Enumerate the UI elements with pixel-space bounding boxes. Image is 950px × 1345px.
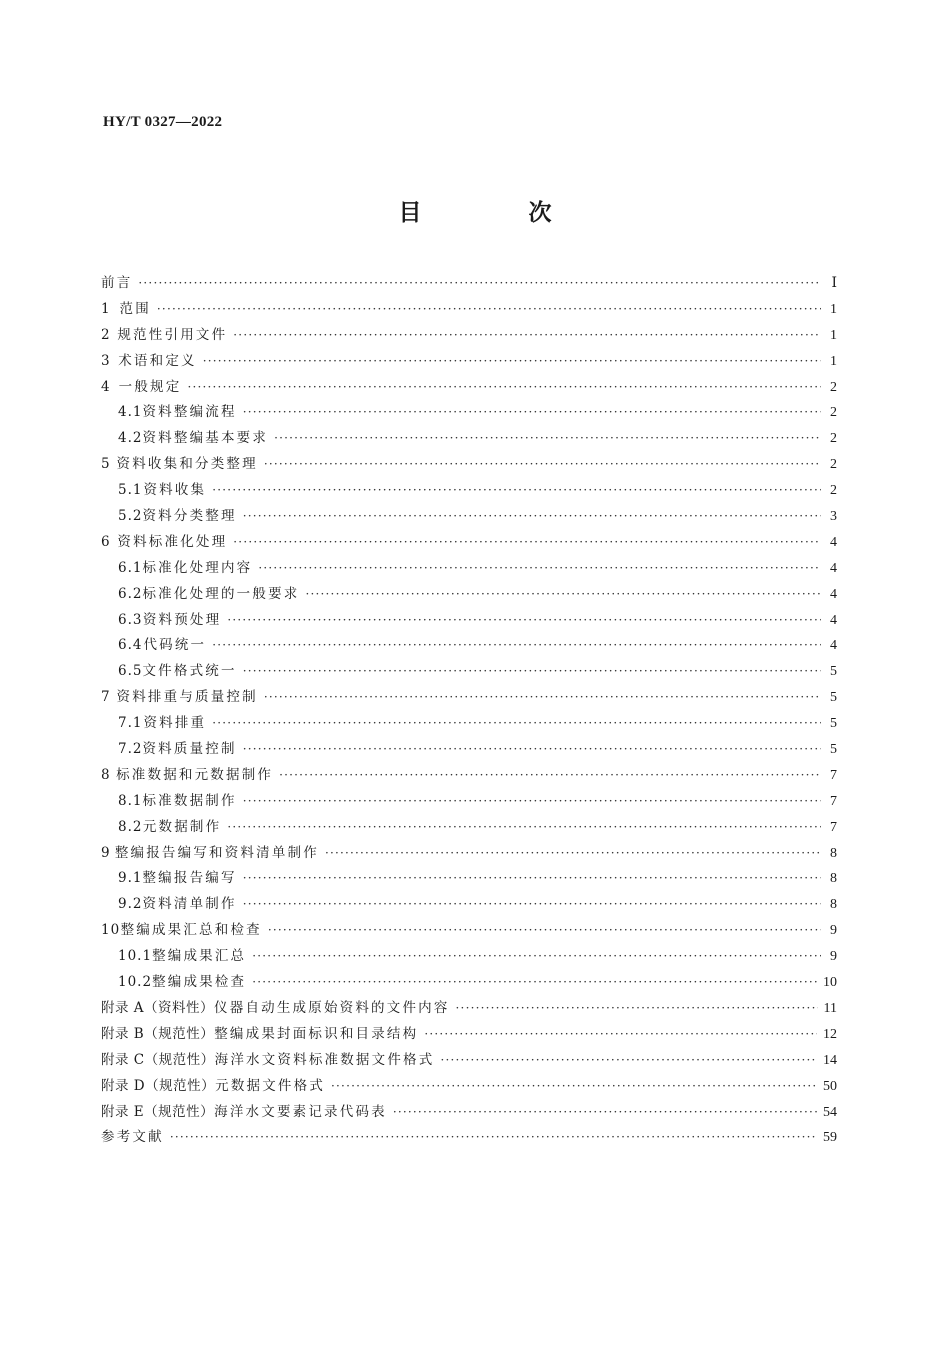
toc-entry-number: 附录 D（规范性） — [101, 1077, 216, 1094]
toc-entry-number: 附录 B（规范性） — [101, 1025, 215, 1042]
toc-entry-number: 附录 E（规范性） — [101, 1103, 215, 1120]
toc-dot-leader — [243, 737, 821, 763]
toc-entry-title: 规范性引用文件 — [117, 326, 228, 343]
toc-entry-page: 2 — [830, 431, 837, 447]
toc-entry[interactable] — [101, 478, 837, 504]
toc-entry-title: 范围 — [119, 300, 151, 317]
toc-entry[interactable] — [101, 297, 837, 323]
toc-entry-page: 4 — [830, 534, 837, 550]
toc-entry-title: 文件格式统一 — [142, 663, 237, 680]
toc-entry[interactable] — [101, 271, 837, 297]
toc-entry-page: 9 — [830, 923, 837, 939]
toc-dot-leader — [325, 841, 821, 867]
toc-entry-title: 仪器自动生成原始资料的文件内容 — [214, 999, 450, 1016]
toc-entry[interactable] — [101, 1074, 837, 1100]
toc-entry-number: 10.2 — [118, 974, 153, 991]
toc-entry-page: 5 — [830, 716, 837, 732]
toc-entry-page: 7 — [830, 819, 837, 835]
toc-entry-title: 资料质量控制 — [142, 741, 237, 758]
toc-entry-title: 标准数据制作 — [142, 792, 237, 809]
toc-entry-title: 资料清单制作 — [142, 896, 237, 913]
toc-dot-leader — [243, 866, 821, 892]
toc-entry[interactable] — [101, 918, 837, 944]
toc-entry-title: 资料标准化处理 — [117, 533, 228, 550]
toc-entry-number: 6.3 — [118, 611, 143, 628]
toc-entry-title: 整编成果汇总和检查 — [120, 922, 262, 939]
toc-entry-page: 54 — [823, 1104, 837, 1120]
toc-entry-number: 6 — [101, 533, 111, 550]
toc-entry-page: 12 — [823, 1026, 837, 1042]
toc-dot-leader — [243, 400, 821, 426]
toc-entry[interactable] — [101, 633, 837, 659]
toc-entry[interactable] — [101, 866, 837, 892]
toc-dot-leader — [252, 944, 821, 970]
toc-entry-page: 11 — [823, 1000, 837, 1016]
toc-entry-page: 59 — [823, 1130, 837, 1146]
toc-entry-page: 2 — [830, 405, 837, 421]
toc-entry-title: 标准化处理的一般要求 — [142, 585, 300, 602]
toc-entry-title: 资料排重与质量控制 — [116, 689, 258, 706]
toc-entry[interactable] — [101, 530, 837, 556]
toc-entry-page: 1 — [830, 301, 837, 317]
toc-entry-number: 6.1 — [118, 559, 143, 576]
toc-entry-title: 资料整编基本要求 — [142, 430, 269, 447]
toc-dot-leader — [243, 789, 821, 815]
toc-entry-number: 2 — [101, 326, 111, 343]
toc-entry[interactable] — [101, 789, 837, 815]
toc-entry-title: 海洋水文要素记录代码表 — [214, 1103, 387, 1120]
toc-entry-number: 9.2 — [118, 896, 143, 913]
page-title: 目 次 — [398, 200, 594, 226]
toc-entry-number: 9 — [101, 844, 111, 861]
toc-entry[interactable] — [101, 504, 837, 530]
toc-entry-title: 代码统一 — [143, 637, 207, 654]
toc-dot-leader — [227, 815, 821, 841]
toc-entry[interactable] — [101, 815, 837, 841]
toc-dot-leader — [264, 452, 821, 478]
toc-entry-title: 术语和定义 — [118, 352, 197, 369]
toc-entry[interactable] — [101, 970, 837, 996]
toc-entry-page: Ⅰ — [831, 276, 837, 291]
toc-dot-leader — [243, 892, 821, 918]
toc-entry[interactable] — [101, 1100, 837, 1126]
toc-entry-page: 2 — [830, 457, 837, 473]
toc-entry-title: 标准数据和元数据制作 — [116, 766, 274, 783]
toc-entry-page: 3 — [830, 509, 837, 525]
toc-dot-leader — [243, 504, 821, 530]
toc-entry-page: 1 — [830, 327, 837, 343]
toc-entry-page: 14 — [823, 1052, 837, 1068]
toc-entry-title: 整编成果汇总 — [152, 948, 247, 965]
toc-entry-number: 6.2 — [118, 585, 143, 602]
toc-entry-number: 附录 C（规范性） — [101, 1051, 215, 1068]
toc-entry-number: 4.1 — [118, 404, 143, 421]
toc-entry[interactable] — [101, 763, 837, 789]
toc-entry-number: 6.4 — [118, 637, 143, 654]
toc-entry[interactable] — [101, 556, 837, 582]
toc-entry[interactable] — [101, 737, 837, 763]
toc-entry-title: 整编成果检查 — [152, 974, 247, 991]
toc-entry-title: 资料收集 — [143, 482, 207, 499]
toc-entry-number: 5.1 — [118, 482, 143, 499]
toc-entry-number: 8.2 — [118, 818, 143, 835]
toc-entry[interactable] — [101, 1048, 837, 1074]
toc-entry[interactable] — [101, 452, 837, 478]
toc-entry-page: 4 — [830, 612, 837, 628]
standard-code: HY/T 0327—2022 — [103, 114, 223, 130]
toc-entry-number: 6.5 — [118, 663, 143, 680]
toc-entry[interactable] — [101, 349, 837, 375]
toc-dot-leader — [212, 633, 821, 659]
toc-dot-leader — [424, 1022, 817, 1048]
toc-entry-number: 8 — [101, 766, 111, 783]
toc-dot-leader — [268, 918, 821, 944]
toc-entry-number: 5.2 — [118, 508, 143, 525]
toc-entry-page: 2 — [830, 483, 837, 499]
toc-entry[interactable] — [101, 582, 837, 608]
toc-entry-title: 元数据文件格式 — [215, 1077, 326, 1094]
toc-entry-page: 8 — [830, 897, 837, 913]
toc-entry-page: 7 — [830, 767, 837, 783]
toc-entry-number: 3 — [101, 352, 111, 369]
toc-entry-title: 资料收集和分类整理 — [116, 456, 258, 473]
toc-entry-number: 5 — [101, 456, 111, 473]
toc-entry-title: 参考文献 — [101, 1129, 164, 1146]
toc-entry-page: 5 — [830, 664, 837, 680]
toc-entry-number: 1 — [101, 300, 111, 317]
toc-entry-page: 4 — [830, 638, 837, 654]
toc-entry-page: 9 — [830, 949, 837, 965]
toc-entry-number: 10 — [101, 922, 121, 939]
toc-entry-page: 8 — [830, 871, 837, 887]
toc-entry-page: 1 — [830, 353, 837, 369]
toc-entry-title: 元数据制作 — [142, 818, 222, 835]
toc-dot-leader — [233, 530, 821, 556]
toc-entry-title: 资料整编流程 — [142, 404, 237, 421]
toc-dot-leader — [227, 608, 821, 634]
toc-dot-leader — [252, 970, 817, 996]
toc-entry-page: 5 — [830, 742, 837, 758]
toc-entry-number: 4 — [101, 378, 111, 395]
toc-entry[interactable] — [101, 996, 837, 1022]
toc-entry-page: 50 — [823, 1078, 837, 1094]
toc-entry[interactable] — [101, 1022, 837, 1048]
toc-dot-leader — [274, 426, 821, 452]
toc-entry-title: 整编成果封面标识和目录结构 — [214, 1025, 419, 1042]
toc-dot-leader — [440, 1048, 817, 1074]
toc-entry[interactable] — [101, 608, 837, 634]
toc-entry[interactable] — [101, 323, 837, 349]
toc-entry[interactable] — [101, 400, 837, 426]
toc-entry[interactable] — [101, 375, 837, 401]
toc-dot-leader — [138, 271, 821, 297]
toc-entry-page: 8 — [830, 845, 837, 861]
toc-entry[interactable] — [101, 659, 837, 685]
toc-dot-leader — [305, 582, 821, 608]
toc-entry-title: 前言 — [101, 275, 133, 291]
toc-entry[interactable] — [101, 685, 837, 711]
toc-dot-leader — [243, 659, 821, 685]
toc-entry-page: 7 — [830, 793, 837, 809]
toc-dot-leader — [233, 323, 821, 349]
toc-dot-leader — [212, 478, 821, 504]
toc-entry-page: 4 — [830, 560, 837, 576]
toc-dot-leader — [187, 375, 821, 401]
toc-entry-number: 4.2 — [118, 430, 143, 447]
table-of-contents — [101, 271, 837, 1151]
toc-dot-leader — [279, 763, 821, 789]
toc-entry-number: 7 — [101, 689, 111, 706]
toc-entry-page: 5 — [830, 690, 837, 706]
toc-entry-number: 10.1 — [118, 948, 153, 965]
toc-entry-title: 整编报告编写和资料清单制作 — [114, 844, 319, 861]
toc-entry[interactable] — [101, 944, 837, 970]
toc-dot-leader — [331, 1074, 817, 1100]
toc-dot-leader — [456, 996, 818, 1022]
toc-entry-page: 10 — [823, 975, 837, 991]
toc-entry-number: 8.1 — [118, 792, 143, 809]
toc-entry[interactable] — [101, 711, 837, 737]
toc-entry-number: 7.1 — [118, 715, 143, 732]
toc-entry-page: 4 — [830, 586, 837, 602]
toc-dot-leader — [264, 685, 821, 711]
toc-entry-title: 资料排重 — [143, 715, 207, 732]
toc-entry[interactable] — [101, 1125, 837, 1151]
toc-entry[interactable] — [101, 892, 837, 918]
toc-dot-leader — [170, 1125, 817, 1151]
toc-entry-title: 资料预处理 — [142, 611, 222, 628]
toc-dot-leader — [258, 556, 821, 582]
toc-entry[interactable] — [101, 426, 837, 452]
toc-entry-title: 资料分类整理 — [142, 508, 237, 525]
toc-entry-number: 附录 A（资料性） — [101, 999, 215, 1016]
toc-entry[interactable] — [101, 841, 837, 867]
toc-entry-title: 一般规定 — [118, 378, 182, 395]
toc-entry-page: 2 — [830, 379, 837, 395]
toc-dot-leader — [393, 1100, 817, 1126]
toc-entry-number: 7.2 — [118, 741, 143, 758]
toc-dot-leader — [212, 711, 821, 737]
toc-entry-title: 标准化处理内容 — [142, 559, 253, 576]
toc-entry-title: 整编报告编写 — [142, 870, 237, 887]
toc-dot-leader — [203, 349, 821, 375]
toc-entry-title: 海洋水文资料标准数据文件格式 — [214, 1051, 435, 1068]
toc-entry-number: 9.1 — [118, 870, 143, 887]
toc-dot-leader — [157, 297, 821, 323]
